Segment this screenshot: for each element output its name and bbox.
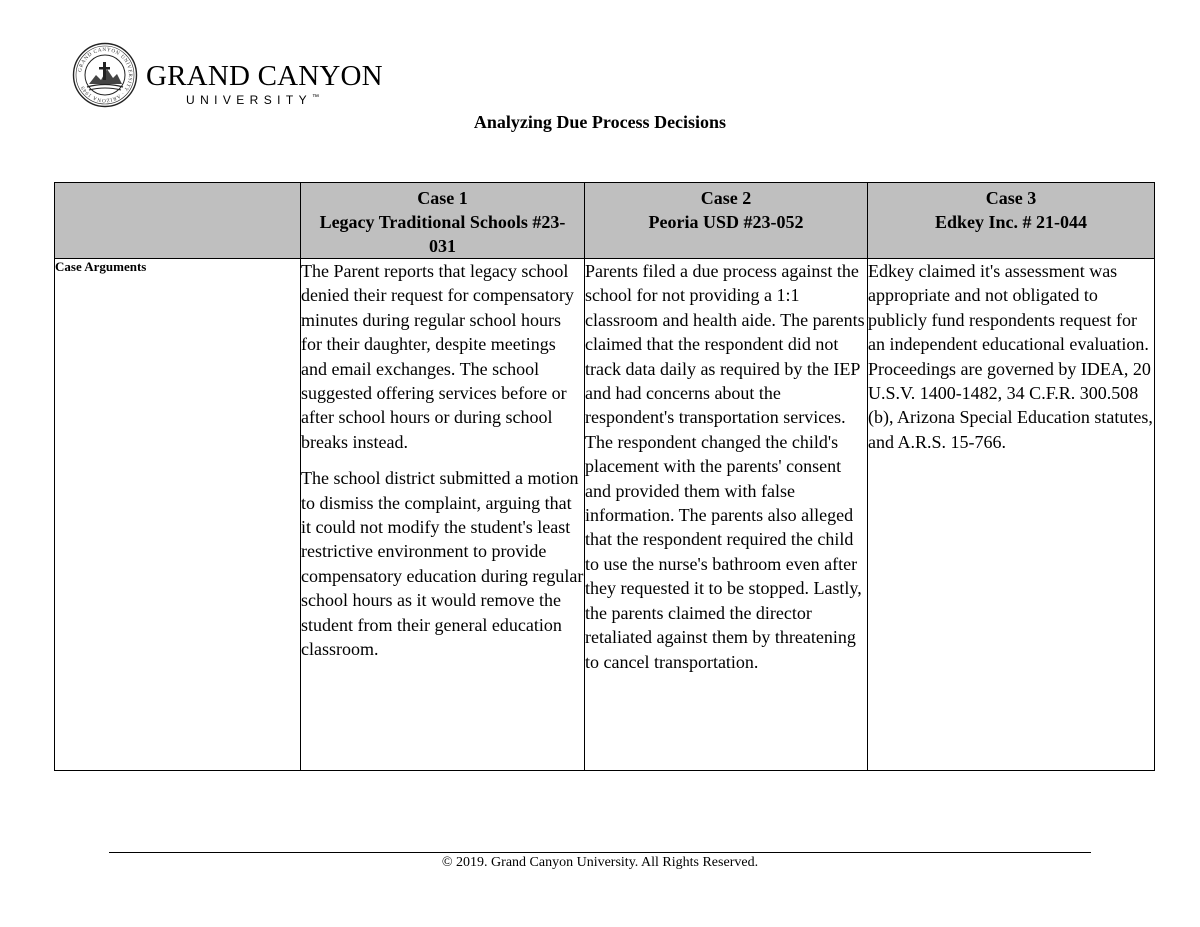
- logo-subtitle-text: UNIVERSITY: [186, 93, 313, 107]
- university-seal-icon: [72, 42, 138, 108]
- case-3-arguments-cell: [868, 259, 1155, 771]
- logo-wordmark: GRAND CANYON: [146, 60, 383, 92]
- case-analysis-table: [54, 182, 1155, 771]
- case-1-name: Legacy Traditional Schools #23-031: [319, 212, 566, 256]
- case-2-paragraph-1: Parents filed a due process against the school for not providing a 1:1 classroom and health aide. The parents claimed that the respondent did not track data daily as required by the IEP and had concerns about the respondent's transportation services. The respondent changed the child's placement with the parents' consent and provided them with false information. The parents also alleged that the respondent required the child to use the nurse's bathroom even after they requested it to be stopped. Lastly, the parents claimed the director retaliated against them by threatening to cancel transportation.: [585, 261, 865, 672]
- footer-copyright: © 2019. Grand Canyon University. All Rights Reserved.: [441, 855, 759, 870]
- case-2-arguments-cell: [585, 259, 868, 771]
- case-1-paragraph-1: The Parent reports that legacy school denied their request for compensatory minutes during regular school hours for their daughter, despite meetings and email exchanges. The school suggested offering services before or after school hours or during school breaks instead.: [301, 261, 574, 452]
- case-2-header: [585, 183, 868, 259]
- case-3-paragraph-1: Edkey claimed it's assessment was appropriate and not obligated to publicly fund respondents request for an independent educational evaluation. Proceedings are governed by IDEA, 20 U.S.V. 1400-1482, 34 C.F.R. 300.508 (b), Arizona Special Education statutes, and A.R.S. 15-766.: [868, 261, 1153, 452]
- trademark-symbol: ™: [312, 94, 320, 101]
- case-3-label: Case 3: [985, 188, 1037, 208]
- svg-text:GRAND CANYON UNIVERSITY · ARIZ: GRAND CANYON UNIVERSITY · ARIZONA 1949: [77, 46, 134, 104]
- case-2-name: Peoria USD #23-052: [648, 212, 804, 232]
- row-label-case-arguments: Case Arguments: [55, 259, 301, 771]
- case-3-name: Edkey Inc. # 21-044: [934, 212, 1087, 232]
- footer-divider: [109, 852, 1091, 853]
- case-1-header: [301, 183, 585, 259]
- case-3-header: [868, 183, 1155, 259]
- table-corner-cell: [55, 183, 301, 259]
- case-arguments-row: [55, 259, 1155, 771]
- table-header-row: [55, 183, 1155, 259]
- logo-subtitle: [186, 94, 319, 106]
- case-1-label: Case 1: [417, 188, 468, 208]
- document-title: Analyzing Due Process Decisions: [473, 112, 727, 132]
- case-2-label: Case 2: [700, 188, 752, 208]
- university-logo: [72, 42, 383, 110]
- case-1-paragraph-2: The school district submitted a motion to dismiss the complaint, arguing that it could not modify the student's least restrictive environment to provide compensatory education during regular school hours as it would remove the student from their general education classroom.: [301, 468, 584, 660]
- case-1-arguments-cell: [301, 259, 585, 771]
